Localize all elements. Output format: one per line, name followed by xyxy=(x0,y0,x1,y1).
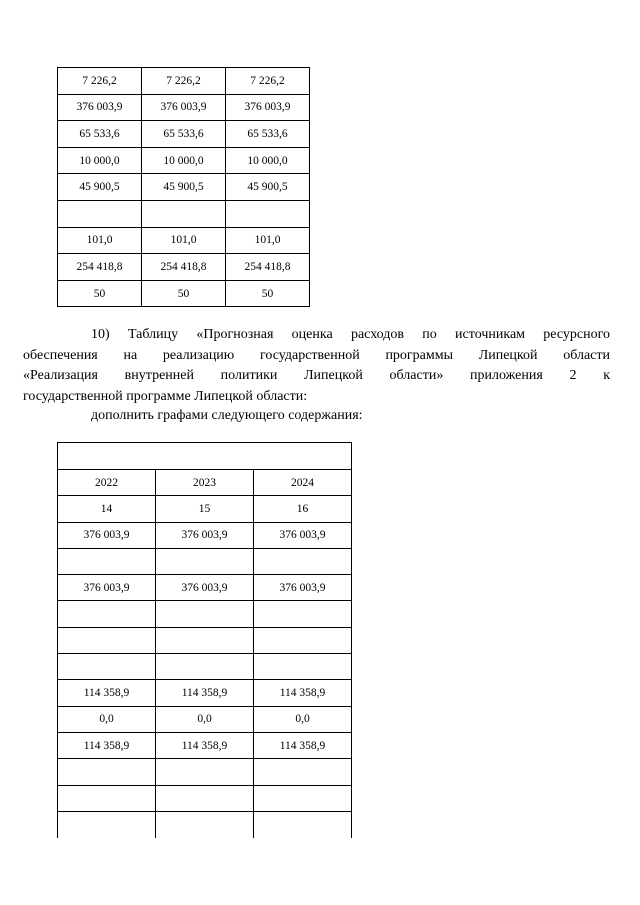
table-cell: 45 900,5 xyxy=(58,174,142,201)
table-cell xyxy=(156,785,254,811)
table-header-row xyxy=(58,443,352,470)
table-cell: 10 000,0 xyxy=(226,147,310,174)
table-cell: 376 003,9 xyxy=(156,522,254,548)
table-cell: 10 000,0 xyxy=(142,147,226,174)
table-row xyxy=(58,680,352,706)
paragraph-line: государственной программе Липецкой области: xyxy=(23,388,308,404)
table-row xyxy=(58,254,310,281)
table2-body xyxy=(58,443,352,838)
table-cell: 101,0 xyxy=(226,227,310,254)
table-cell: 254 418,8 xyxy=(142,254,226,281)
table1-body xyxy=(58,68,310,307)
table-cell: 7 226,2 xyxy=(58,68,142,95)
table-cell xyxy=(142,200,226,227)
table-cell: 65 533,6 xyxy=(142,121,226,148)
forecast-expenses-table xyxy=(57,442,352,838)
table-cell xyxy=(156,548,254,574)
table-cell: 0,0 xyxy=(254,706,352,732)
expenses-table-continuation xyxy=(57,67,310,307)
years-row xyxy=(58,470,352,496)
table-cell xyxy=(254,785,352,811)
table-cell: 101,0 xyxy=(142,227,226,254)
table-cell: 114 358,9 xyxy=(254,680,352,706)
table-cell xyxy=(254,548,352,574)
table-cell xyxy=(58,601,156,627)
table-cell xyxy=(156,811,254,837)
table-cell xyxy=(58,759,156,785)
table-row xyxy=(58,121,310,148)
table-cell xyxy=(58,811,156,837)
table-cell xyxy=(254,654,352,680)
table-cell: 10 000,0 xyxy=(58,147,142,174)
table-cell: 254 418,8 xyxy=(226,254,310,281)
column-numbers-row xyxy=(58,496,352,522)
year-cell: 2024 xyxy=(254,470,352,496)
table-row xyxy=(58,522,352,548)
table-row xyxy=(58,575,352,601)
table-cell: 376 003,9 xyxy=(226,94,310,121)
table-row xyxy=(58,280,310,307)
table-cell xyxy=(58,654,156,680)
table-cell xyxy=(254,627,352,653)
table-cell: 7 226,2 xyxy=(142,68,226,95)
table-cell: 376 003,9 xyxy=(142,94,226,121)
table-cell: 114 358,9 xyxy=(156,732,254,758)
table-cell: 50 xyxy=(142,280,226,307)
table-cell xyxy=(226,200,310,227)
table-cell: 101,0 xyxy=(58,227,142,254)
table-cell xyxy=(156,759,254,785)
table-cell: 45 900,5 xyxy=(142,174,226,201)
header-blank-cell xyxy=(58,443,352,470)
paragraph-line: 10) Таблицу «Прогнозная оценка расходов по источникам ресурсного xyxy=(91,327,610,342)
table-cell: 50 xyxy=(226,280,310,307)
table-cell: 0,0 xyxy=(156,706,254,732)
table-row xyxy=(58,94,310,121)
table-cell xyxy=(254,811,352,837)
table-cell xyxy=(254,759,352,785)
table-cell: 376 003,9 xyxy=(156,575,254,601)
table-cell: 45 900,5 xyxy=(226,174,310,201)
table-cell: 65 533,6 xyxy=(58,121,142,148)
table-cell: 114 358,9 xyxy=(156,680,254,706)
table-row xyxy=(58,601,352,627)
table-cell: 114 358,9 xyxy=(254,732,352,758)
table-row xyxy=(58,227,310,254)
column-number-cell: 14 xyxy=(58,496,156,522)
table-cell xyxy=(58,627,156,653)
paragraph-line: обеспечения на реализацию государственной программы Липецкой области xyxy=(23,347,610,363)
table-row xyxy=(58,654,352,680)
table-cell: 376 003,9 xyxy=(254,575,352,601)
table-cell: 50 xyxy=(58,280,142,307)
table-cell: 376 003,9 xyxy=(254,522,352,548)
table-row xyxy=(58,147,310,174)
table-row xyxy=(58,174,310,201)
table-row xyxy=(58,68,310,95)
year-cell: 2023 xyxy=(156,470,254,496)
table-cell xyxy=(58,200,142,227)
table-row xyxy=(58,811,352,837)
year-cell: 2022 xyxy=(58,470,156,496)
table-row xyxy=(58,732,352,758)
table-cell: 376 003,9 xyxy=(58,575,156,601)
column-number-cell: 15 xyxy=(156,496,254,522)
table-row xyxy=(58,200,310,227)
table-cell xyxy=(156,601,254,627)
table-cell xyxy=(58,548,156,574)
table-row xyxy=(58,706,352,732)
column-number-cell: 16 xyxy=(254,496,352,522)
table-row xyxy=(58,627,352,653)
paragraph-line: «Реализация внутренней политики Липецкой области» приложения 2 к xyxy=(23,368,610,384)
table-cell: 114 358,9 xyxy=(58,680,156,706)
supplement-instruction: дополнить графами следующего содержания: xyxy=(91,408,363,423)
table-cell: 114 358,9 xyxy=(58,732,156,758)
table-row xyxy=(58,548,352,574)
table-cell xyxy=(254,601,352,627)
table-cell xyxy=(156,627,254,653)
table-cell: 0,0 xyxy=(58,706,156,732)
table-cell xyxy=(156,654,254,680)
table-cell: 376 003,9 xyxy=(58,522,156,548)
table-cell: 376 003,9 xyxy=(58,94,142,121)
table-cell: 7 226,2 xyxy=(226,68,310,95)
table-cell: 254 418,8 xyxy=(58,254,142,281)
table-cell xyxy=(58,785,156,811)
table-row xyxy=(58,785,352,811)
table-cell: 65 533,6 xyxy=(226,121,310,148)
amendment-paragraph-10 xyxy=(23,325,610,407)
table-row xyxy=(58,759,352,785)
